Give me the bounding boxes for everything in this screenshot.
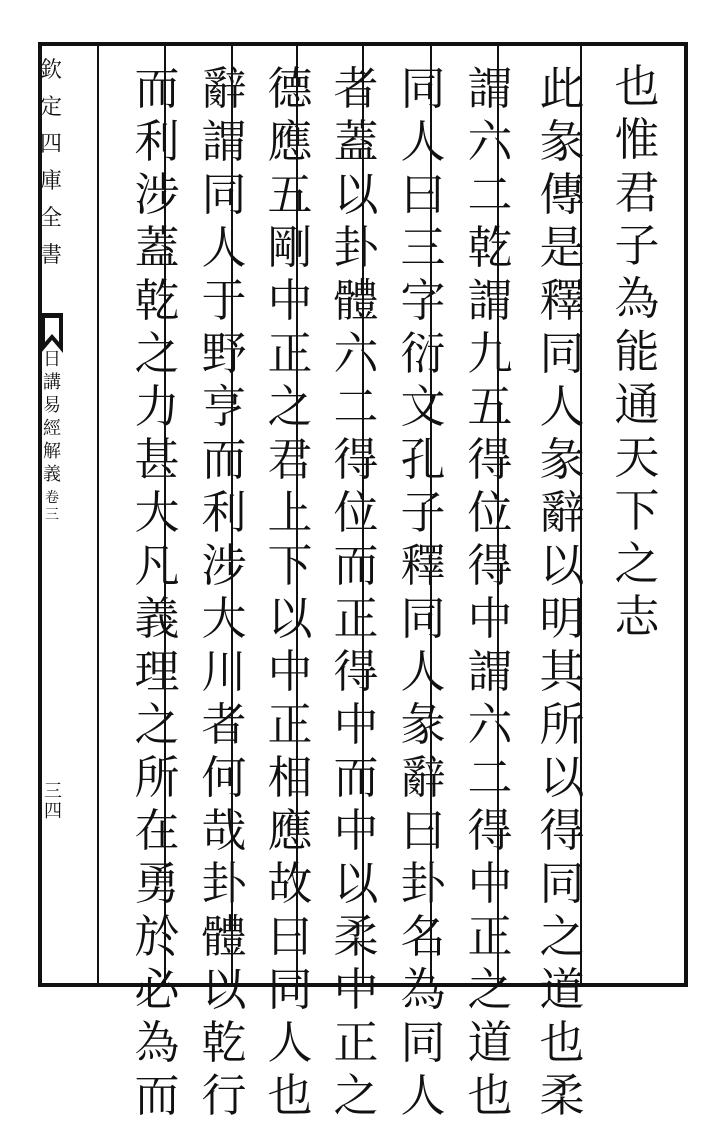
page-number: 三 四	[44, 781, 62, 822]
section-title: 日 講 易 經 解 義	[43, 349, 61, 485]
column-rule	[97, 46, 99, 983]
text-column-6: 德 應 五 剛 中 正 之 君 上 下 以 中 正 相 應 故 曰 同 人 也	[267, 62, 313, 1122]
text-column-3: 謂 六 二 乾 謂 九 五 得 位 得 中 謂 六 二 得 中 正 之 道 也	[467, 62, 513, 1122]
volume-mark: 卷 三	[45, 490, 59, 523]
text-column-2: 此 彖 傳 是 釋 同 人 彖 辭 以 明 其 所 以 得 同 之 道 也 柔	[539, 62, 585, 1122]
text-column-5: 者 蓋 以 卦 體 六 二 得 位 而 正 得 中 而 中 以 柔 中 正 之	[333, 62, 379, 1122]
text-column-7: 辭 謂 同 人 于 野 亨 而 利 涉 大 川 者 何 哉 卦 體 以 乾 行	[201, 62, 247, 1122]
text-column-1: 也 惟 君 子 為 能 通 天 下 之 志	[614, 60, 660, 643]
text-column-4: 同 人 曰 三 字 衍 文 孔 子 釋 同 人 彖 辭 曰 卦 名 為 同 人	[400, 62, 446, 1122]
book-title: 欽 定 四 庫 全 書	[40, 58, 63, 268]
text-column-8: 而 利 涉 蓋 乾 之 力 甚 大 凡 義 理 之 所 在 勇 於 必 為 而	[134, 62, 180, 1122]
